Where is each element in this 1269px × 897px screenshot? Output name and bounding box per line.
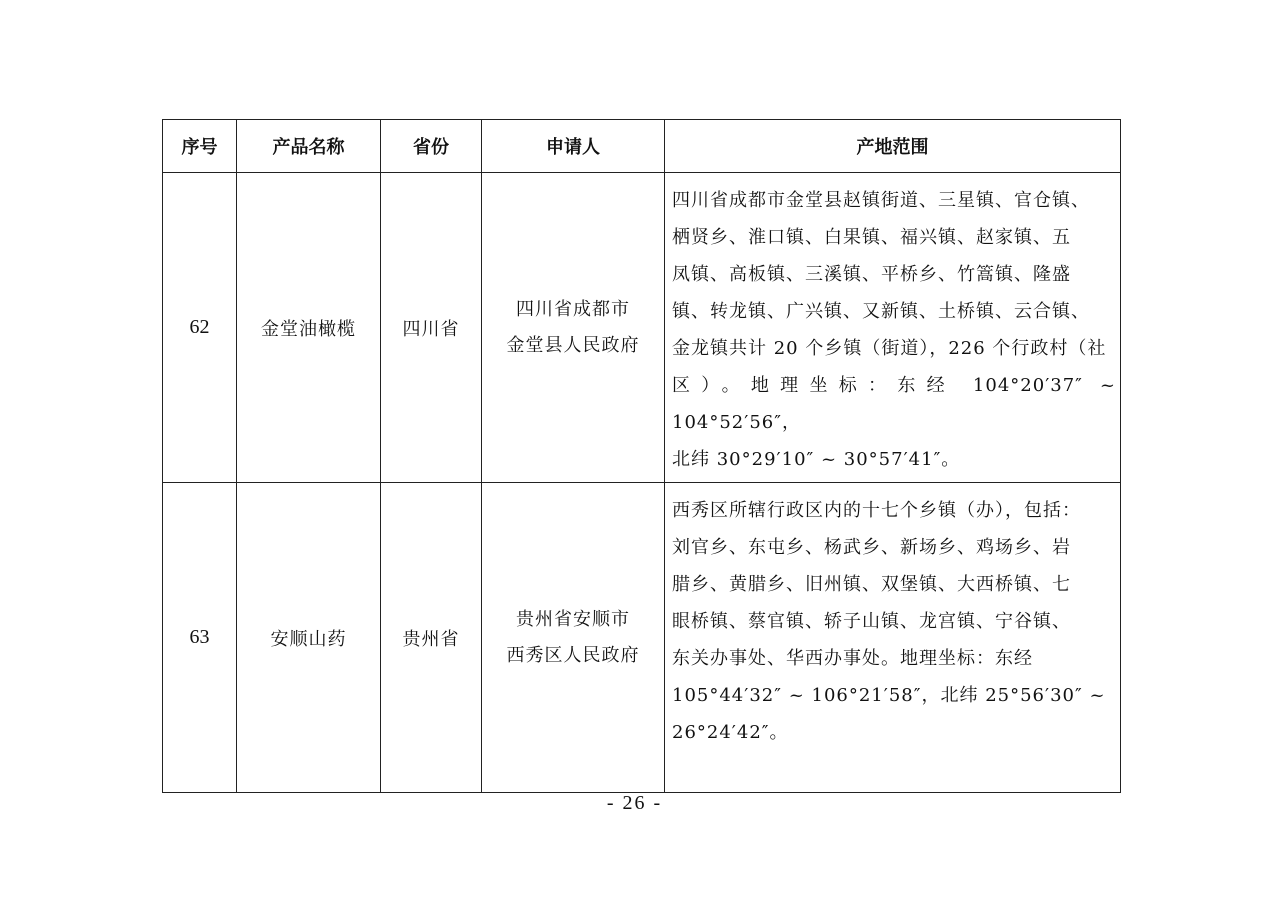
production-area-cell [665, 483, 1121, 793]
serial-number-cell: 62 [163, 173, 237, 483]
applicant-cell [482, 483, 665, 793]
applicant-line: 金堂县人民政府 [506, 334, 640, 356]
table-header-row [163, 120, 1121, 173]
area-line: 区）。地理坐标：东经 104°20′37″ ~ 104°52′56″， [672, 375, 1116, 433]
area-line: 四川省成都市金堂县赵镇街道、三星镇、官仓镇、 [672, 190, 1090, 211]
header-province: 省份 [381, 120, 482, 173]
product-table [162, 119, 1121, 793]
product-name-cell: 金堂油橄榄 [237, 173, 381, 483]
area-line: 北纬 30°29′10″ ~ 30°57′41″。 [672, 449, 961, 470]
applicant-line: 四川省成都市 [516, 298, 630, 320]
area-line: 栖贤乡、淮口镇、白果镇、福兴镇、赵家镇、五 [672, 227, 1071, 248]
applicant-line: 西秀区人民政府 [506, 644, 640, 666]
header-applicant: 申请人 [482, 120, 665, 173]
area-line: 腊乡、黄腊乡、旧州镇、双堡镇、大西桥镇、七 [672, 574, 1071, 595]
header-production-area: 产地范围 [665, 120, 1121, 173]
area-line: 凤镇、高板镇、三溪镇、平桥乡、竹篙镇、隆盛 [672, 264, 1071, 285]
area-line: 刘官乡、东屯乡、杨武乡、新场乡、鸡场乡、岩 [672, 537, 1071, 558]
area-line: 东关办事处、华西办事处。地理坐标：东经 [672, 648, 1033, 669]
area-line: 金龙镇共计 20 个乡镇（街道），226 个行政村（社 [672, 338, 1107, 359]
header-serial-number: 序号 [163, 120, 237, 173]
area-line: 26°24′42″。 [672, 722, 789, 743]
table-row [163, 483, 1121, 793]
area-line: 105°44′32″ ~ 106°21′58″，北纬 25°56′30″ ~ [672, 685, 1106, 706]
applicant-line: 贵州省安顺市 [516, 608, 630, 630]
page-number: - 26 - [606, 792, 663, 814]
province-cell: 四川省 [381, 173, 482, 483]
serial-number-cell: 63 [163, 483, 237, 793]
area-line: 西秀区所辖行政区内的十七个乡镇（办），包括： [672, 500, 1081, 521]
table-row [163, 173, 1121, 483]
header-product-name: 产品名称 [237, 120, 381, 173]
province-cell: 贵州省 [381, 483, 482, 793]
area-line: 镇、转龙镇、广兴镇、又新镇、土桥镇、云合镇、 [672, 301, 1090, 322]
production-area-cell [665, 173, 1121, 483]
area-line: 眼桥镇、蔡官镇、轿子山镇、龙宫镇、宁谷镇、 [672, 611, 1071, 632]
product-name-cell: 安顺山药 [237, 483, 381, 793]
applicant-cell [482, 173, 665, 483]
